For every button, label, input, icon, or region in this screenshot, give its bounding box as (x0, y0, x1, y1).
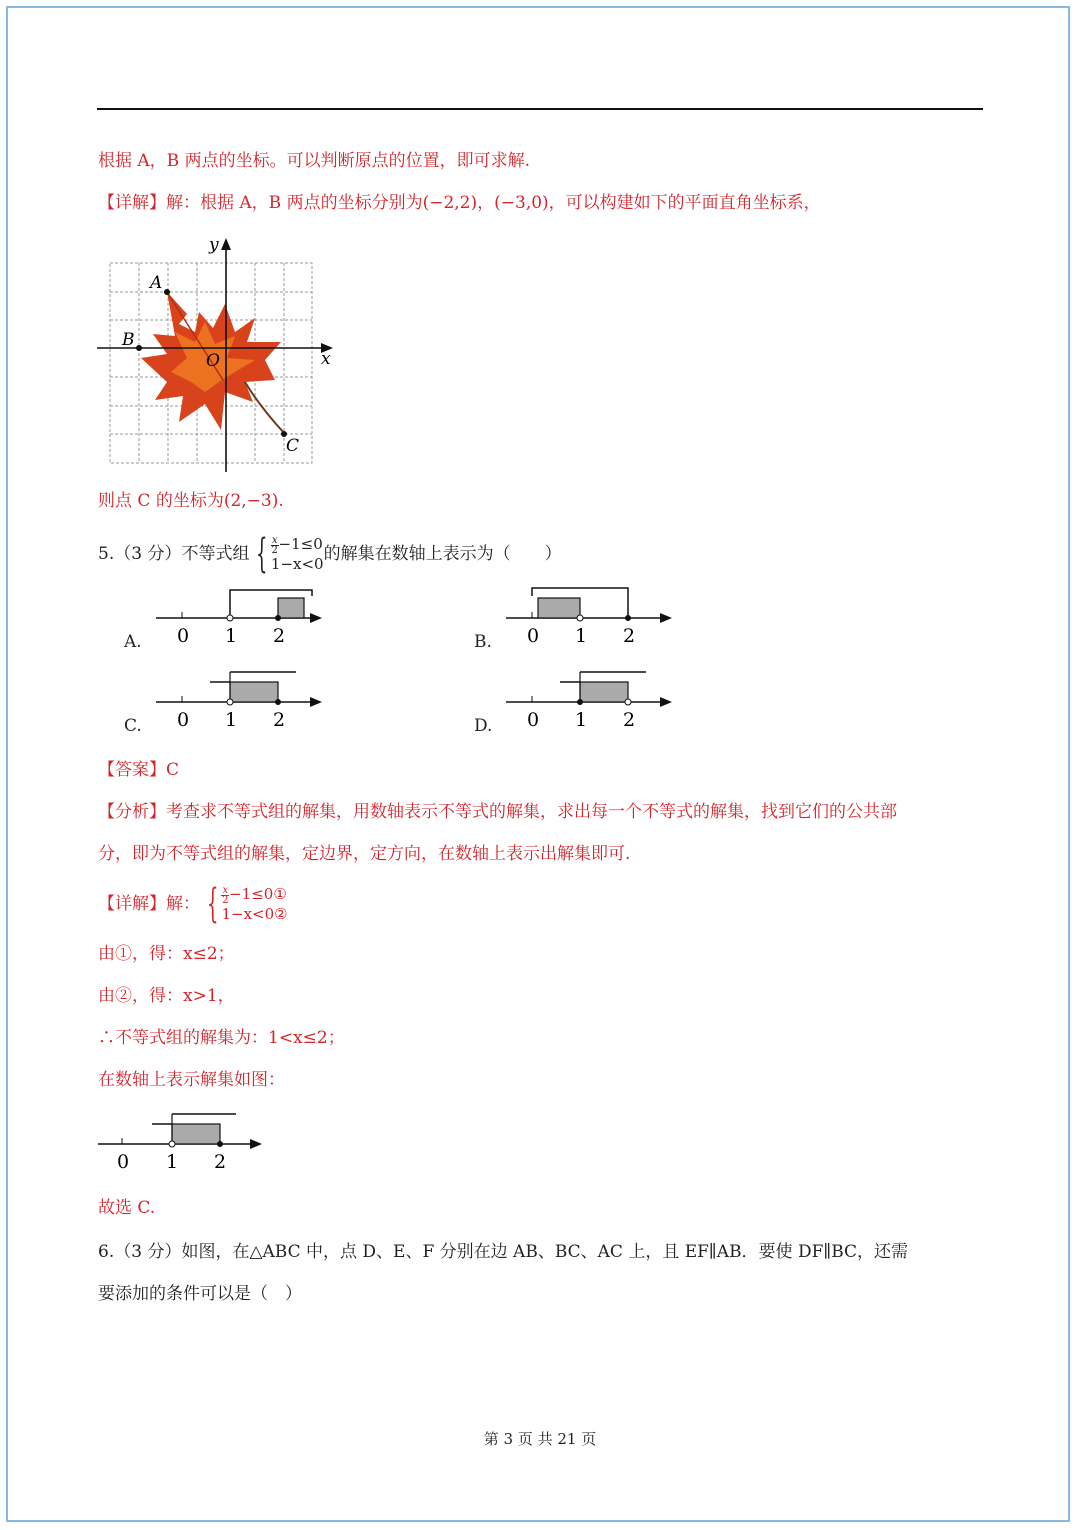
point-c-label: C (286, 436, 300, 456)
option-b-label: B. (474, 632, 492, 652)
frac-denominator: 2 (271, 544, 278, 556)
question-6-line-2: 要添加的条件可以是（ ） (98, 1284, 302, 1304)
detail-inequality-system (200, 881, 288, 927)
analysis-line-1: 【分析】考查求不等式组的解集，用数轴表示不等式的解集，求出每一个不等式的解集，找到它们的公共部 (98, 802, 897, 822)
origin-label: O (206, 351, 220, 371)
analysis-line-2: 分，即为不等式组的解集，定边界，定方向，在数轴上表示出解集即可. (98, 844, 631, 864)
detail-row-2: 1−x<0② (221, 904, 288, 923)
tick-1: 1 (166, 1151, 179, 1173)
tick-1: 1 (225, 625, 238, 647)
tick-0: 0 (527, 709, 540, 731)
choose-line: 故选 C. (98, 1198, 156, 1218)
option-a-numberline (150, 584, 330, 654)
frac-numerator: x (271, 534, 278, 546)
x-axis-label: x (321, 349, 331, 369)
option-d-label: D. (474, 716, 493, 736)
detail-tag: 【详解】 (98, 193, 166, 213)
tick-0: 0 (177, 709, 190, 731)
tick-2: 2 (623, 709, 636, 731)
brace-icon: { (206, 881, 219, 927)
answer-line: 【答案】C (98, 760, 180, 780)
option-c-label: C. (124, 716, 142, 736)
question-6-line-1: 6.（3 分）如图，在△ABC 中，点 D、E、F 分别在边 AB、BC、AC 上，且 EF∥AB．要使 DF∥BC，还需 (98, 1242, 909, 1262)
question-5 (98, 530, 562, 578)
question-5-tail: 的解集在数轴上表示为（ ） (323, 544, 562, 564)
frac-numerator: x (222, 884, 229, 896)
frac-denominator: 2 (222, 894, 229, 906)
tick-2: 2 (623, 625, 636, 647)
brace-icon: { (256, 531, 268, 577)
option-d-numberline (500, 668, 680, 738)
option-a-label: A. (124, 632, 142, 652)
y-axis-label: y (209, 235, 219, 255)
tick-2: 2 (214, 1151, 227, 1173)
page-footer: 第 3 页 共 21 页 (483, 1430, 597, 1448)
detail-text: 解：根据 A，B 两点的坐标分别为(−2,2)，(−3,0)，可以构建如下的平面直角坐标系， (166, 193, 821, 213)
tick-1: 1 (225, 709, 238, 731)
point-a-label: A (150, 273, 163, 293)
inequality-system (249, 531, 324, 577)
detail-line (98, 191, 821, 215)
tick-1: 1 (575, 709, 588, 731)
tick-1: 1 (575, 625, 588, 647)
solution-numberline (92, 1108, 272, 1178)
tick-0: 0 (527, 625, 540, 647)
step-3: ∴不等式组的解集为：1<x≤2； (98, 1028, 345, 1048)
ineq-row-1: −1≤0 (278, 535, 323, 554)
coordinate-graph (95, 232, 345, 480)
point-b-label: B (122, 330, 135, 350)
tick-2: 2 (273, 625, 286, 647)
step-4: 在数轴上表示解集如图： (98, 1070, 285, 1090)
detail-row-1: −1≤0① (229, 885, 287, 904)
hint-line: 根据 A，B 两点的坐标。可以判断原点的位置，即可求解. (98, 151, 530, 171)
tick-0: 0 (177, 625, 190, 647)
tick-2: 2 (273, 709, 286, 731)
detail-system-tag: 【详解】解： (98, 894, 200, 914)
detail-system-line (98, 880, 288, 928)
step-1: 由①，得：x≤2； (98, 944, 235, 964)
question-5-number: 5.（3 分）不等式组 (98, 544, 250, 564)
ineq-row-2: 1−x<0 (270, 554, 324, 573)
header-rule (97, 108, 983, 110)
tick-0: 0 (117, 1151, 130, 1173)
option-c-numberline (150, 668, 330, 738)
option-b-numberline (500, 584, 680, 654)
conclusion-line: 则点 C 的坐标为(2,−3). (98, 491, 284, 511)
step-2: 由②，得：x>1， (98, 986, 235, 1006)
